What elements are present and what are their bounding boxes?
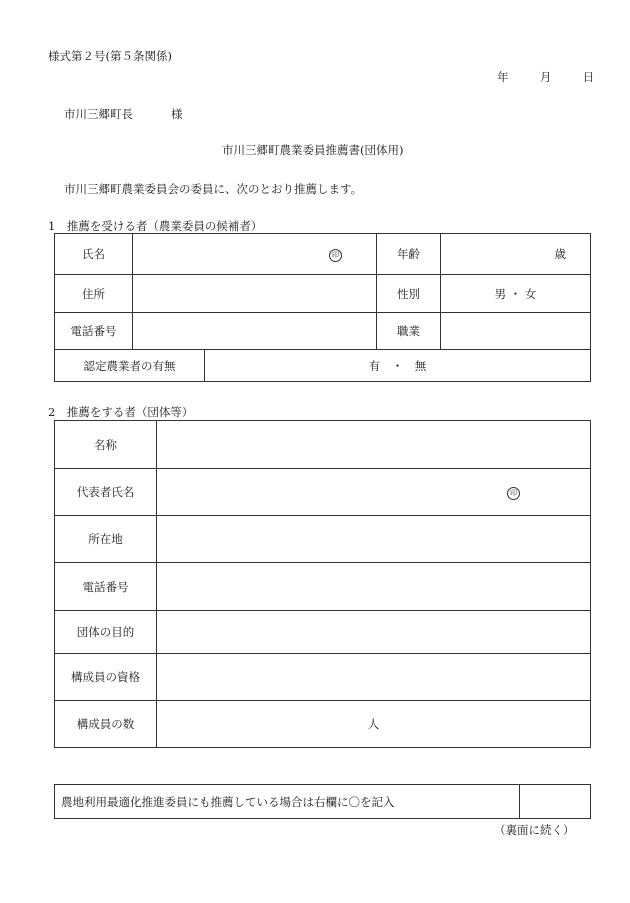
recommender-table [54, 420, 591, 748]
age-label: 年齢 [377, 234, 441, 275]
name-label: 氏名 [55, 234, 133, 275]
age-unit: 歳 [554, 247, 566, 261]
section1-heading: 1 推薦を受ける者（農業委員の候補者） [48, 219, 263, 233]
section2-heading: 2 推薦をする者（団体等） [48, 405, 194, 419]
note-checkbox-field[interactable] [520, 785, 591, 819]
note-text: 農地利用最適化推進委員にも推薦している場合は右欄に〇を記入 [55, 785, 520, 819]
form-number: 様式第２号(第５条関係) [48, 49, 172, 63]
continued-note: （裏面に続く） [494, 823, 575, 837]
intro-text: 市川三郷町農業委員会の委員に、次のとおり推薦します。 [64, 182, 363, 196]
location-field[interactable] [157, 516, 591, 563]
member-count-field[interactable] [157, 701, 591, 748]
rep-seal-mark: 印 [507, 487, 520, 500]
member-count-unit: 人 [367, 717, 380, 731]
address-label: 住所 [55, 275, 133, 313]
date-month: 月 [539, 70, 552, 84]
rep-name-field[interactable] [157, 469, 591, 516]
org-name-field[interactable] [157, 421, 591, 469]
org-phone-label: 電話番号 [55, 563, 157, 611]
name-field[interactable] [133, 234, 377, 275]
member-count-label: 構成員の数 [55, 701, 157, 748]
seal-mark: 印 [329, 249, 342, 262]
purpose-label: 団体の目的 [55, 611, 157, 654]
org-phone-field[interactable] [157, 563, 591, 611]
qualification-label: 構成員の資格 [55, 654, 157, 701]
phone-label: 電話番号 [55, 313, 133, 350]
addressee-name: 市川三郷町長 [64, 107, 133, 121]
certified-field[interactable]: 有 ・ 無 [205, 350, 591, 382]
note-table [54, 784, 591, 819]
date-year: 年 [497, 70, 509, 84]
phone-field[interactable] [133, 313, 377, 350]
qualification-field[interactable] [157, 654, 591, 701]
certified-label: 認定農業者の有無 [55, 350, 205, 382]
date-day: 日 [582, 70, 595, 84]
purpose-field[interactable] [157, 611, 591, 654]
date-line [497, 69, 594, 85]
occupation-label: 職業 [377, 313, 441, 350]
page-title: 市川三郷町農業委員推薦書(団体用) [222, 143, 404, 157]
addressee-honorific: 様 [171, 107, 183, 121]
occupation-field[interactable] [441, 313, 591, 350]
gender-label: 性別 [377, 275, 441, 313]
candidate-table [54, 233, 591, 382]
org-name-label: 名称 [55, 421, 157, 469]
address-field[interactable] [133, 275, 377, 313]
location-label: 所在地 [55, 516, 157, 563]
rep-name-label: 代表者氏名 [55, 469, 157, 516]
gender-field[interactable]: 男 ・ 女 [441, 275, 591, 313]
age-field[interactable] [441, 234, 591, 275]
